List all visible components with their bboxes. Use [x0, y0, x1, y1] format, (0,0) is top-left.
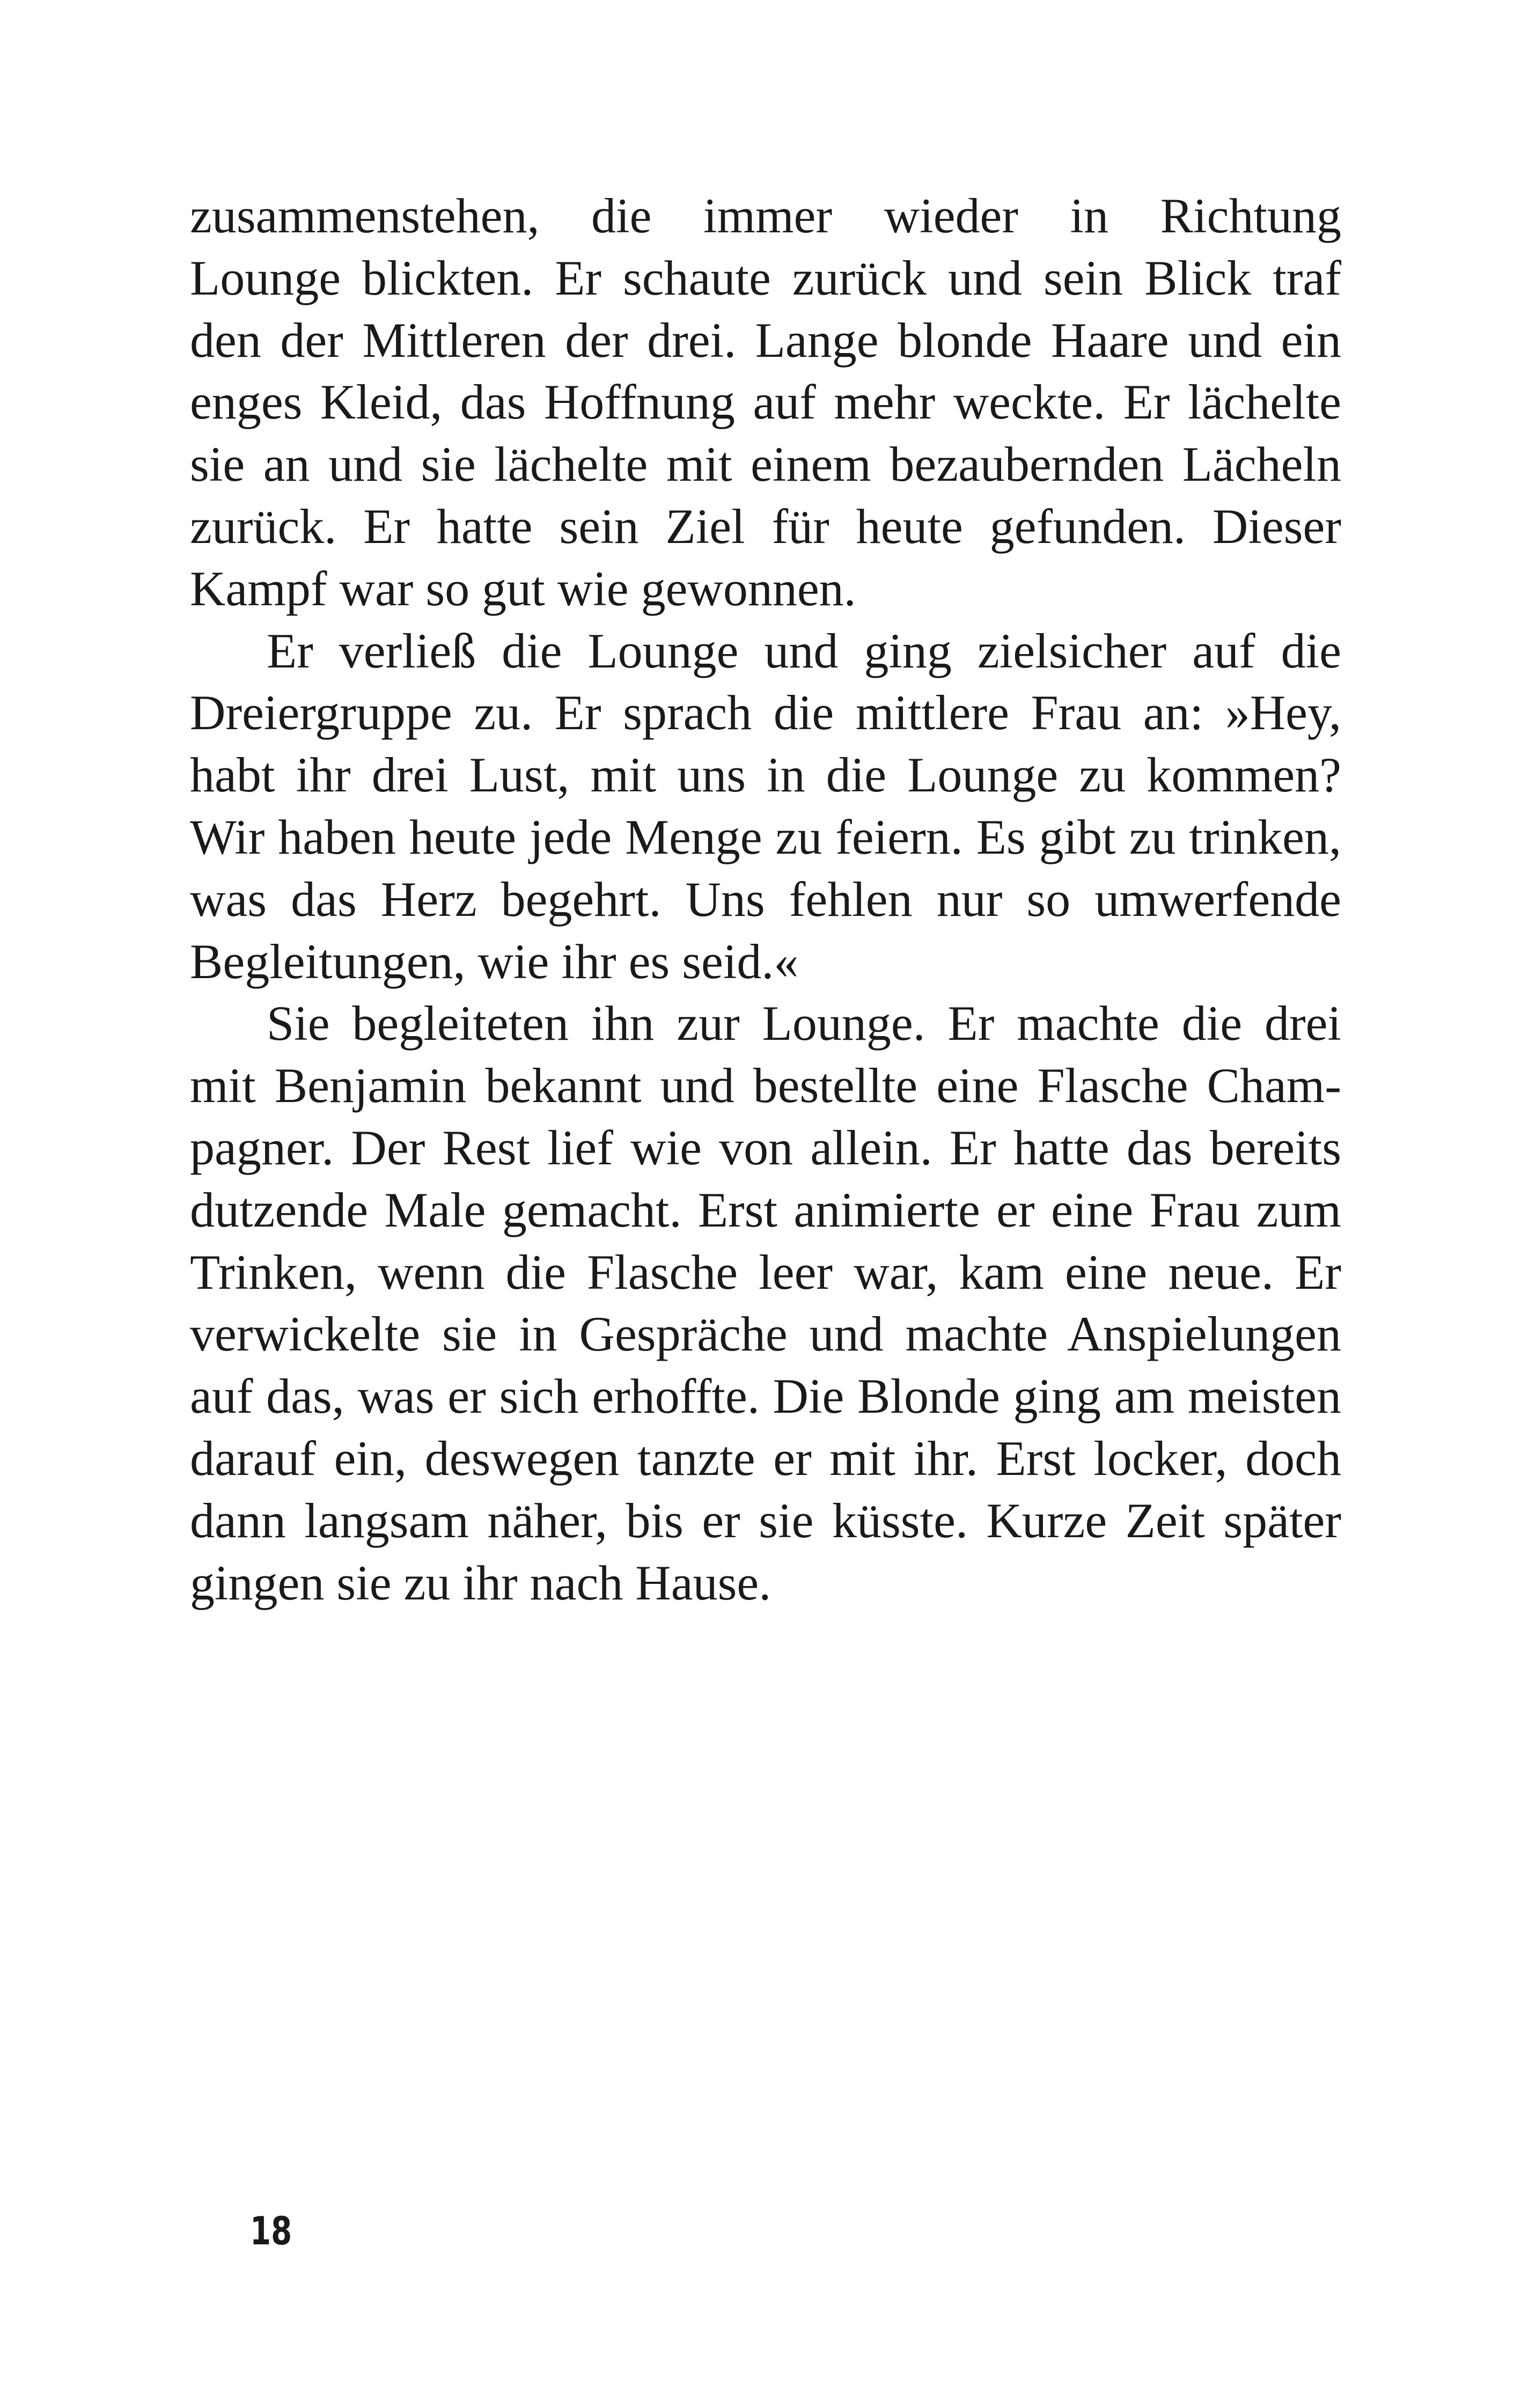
text-line: sie an und sie lächelte mit einem bezaubernden Lächeln: [190, 437, 1341, 492]
body-text: [190, 185, 1341, 1614]
text-line: den der Mittleren der drei. Lange blonde Haare und ein: [190, 312, 1341, 368]
text-line: verwickelte sie in Gespräche und machte Anspielungen: [190, 1306, 1341, 1362]
text-line: zurück. Er hatte sein Ziel für heute gefunden. Dieser: [190, 498, 1341, 554]
text-line: Kampf war so gut wie gewonnen.: [190, 561, 856, 616]
text-line: Er verließ die Lounge und ging zielsicher auf die: [267, 623, 1341, 678]
text-line: pagner. Der Rest lief wie von allein. Er hatte das bereits: [190, 1120, 1341, 1175]
text-line: Sie begleiteten ihn zur Lounge. Er machte die drei: [267, 996, 1341, 1051]
text-line: Wir haben heute jede Menge zu feiern. Es gibt zu trinken,: [190, 809, 1341, 864]
text-line: habt ihr drei Lust, mit uns in die Lounge zu kommen?: [190, 747, 1341, 803]
text-line: dutzende Male gemacht. Erst animierte er eine Frau zum: [190, 1182, 1341, 1237]
text-line: Begleitungen, wie ihr es seid.«: [190, 934, 799, 989]
text-line: zusammenstehen, die immer wieder in Richtung: [190, 188, 1341, 243]
text-line: Trinken, wenn die Flasche leer war, kam eine neue. Er: [190, 1244, 1341, 1300]
text-line: dann langsam näher, bis er sie küsste. Kurze Zeit später: [190, 1493, 1341, 1548]
text-line: Dreiergruppe zu. Er sprach die mittlere Frau an: »Hey,: [190, 685, 1341, 740]
text-line: Lounge blickten. Er schaute zurück und sein Blick traf: [190, 250, 1341, 305]
text-line: was das Herz begehrt. Uns fehlen nur so umwerfende: [190, 871, 1341, 927]
text-line: darauf ein, deswegen tanzte er mit ihr. Erst locker, doch: [190, 1430, 1341, 1486]
text-line: gingen sie zu ihr nach Hause.: [190, 1555, 771, 1610]
page-number: 18: [250, 2208, 292, 2253]
text-line: auf das, was er sich erhoffte. Die Blonde ging am meisten: [190, 1369, 1341, 1424]
text-line: enges Kleid, das Hoffnung auf mehr weckte. Er lächelte: [190, 375, 1341, 430]
text-line: mit Benjamin bekannt und bestellte eine Flasche Cham-: [190, 1058, 1341, 1113]
